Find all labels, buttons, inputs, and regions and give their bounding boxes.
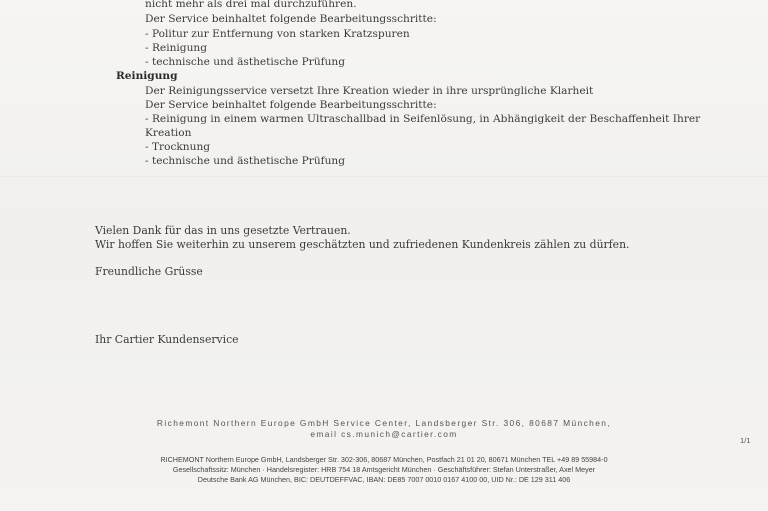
cleaning-step: - Trocknung xyxy=(145,141,211,153)
page-number: 1/1 xyxy=(740,436,751,445)
footer-legal-line: Deutsche Bank AG München, BIC: DEUTDEFFVAC, IBAN: DE85 7007 0010 0167 4100 00, UID Nr.: DE 129 311 406 xyxy=(197,475,571,484)
service-step: - Reinigung xyxy=(145,42,208,54)
footer-email: email cs.munich@cartier.com xyxy=(310,429,458,439)
cleaning-heading: Reinigung xyxy=(116,70,178,82)
cleaning-intro: Der Service beinhaltet folgende Bearbeitungsschritte: xyxy=(145,99,437,111)
footer-legal-line: RICHEMONT Northern Europe GmbH, Landsberger Str. 302-306, 80687 München, Postfach 21 01 20, 80671 München TEL +49 89 55984-0 xyxy=(160,455,608,464)
footer-legal-line: Gesellschaftssitz: München · Handelsregister: HRB 754 18 Amtsgericht München · Geschäftsführer: Stefan Unterstraßer, Axel Meyer xyxy=(172,465,596,474)
cleaning-description: Der Reinigungsservice versetzt Ihre Kreation wieder in ihre ursprüngliche Klarheit xyxy=(145,85,594,97)
cleaning-step: - Reinigung in einem warmen Ultraschallbad in Seifenlösung, in Abhängigkeit der Beschaffenheit Ihrer xyxy=(145,113,701,125)
cleaning-step: - technische und ästhetische Prüfung xyxy=(145,155,346,167)
hope-text: Wir hoffen Sie weiterhin zu unserem geschätzten und zufriedenen Kundenkreis zählen zu dürfen. xyxy=(95,238,630,251)
service-step: - Politur zur Entfernung von starken Kratzspuren xyxy=(145,28,410,40)
signature-text: Ihr Cartier Kundenservice xyxy=(95,333,239,346)
service-line-0: nicht mehr als drei mal durchzuführen. xyxy=(145,0,357,10)
cleaning-step: Kreation xyxy=(145,127,192,139)
service-intro: Der Service beinhaltet folgende Bearbeitungsschritte: xyxy=(145,13,437,25)
service-step: - technische und ästhetische Prüfung xyxy=(145,56,346,68)
thanks-text: Vielen Dank für das in uns gesetzte Vertrauen. xyxy=(95,224,351,237)
footer-service-center: Richemont Northern Europe GmbH Service Center, Landsberger Str. 306, 80687 München, xyxy=(156,418,612,428)
greeting-text: Freundliche Grüsse xyxy=(95,265,203,278)
paper-fold xyxy=(0,176,768,177)
